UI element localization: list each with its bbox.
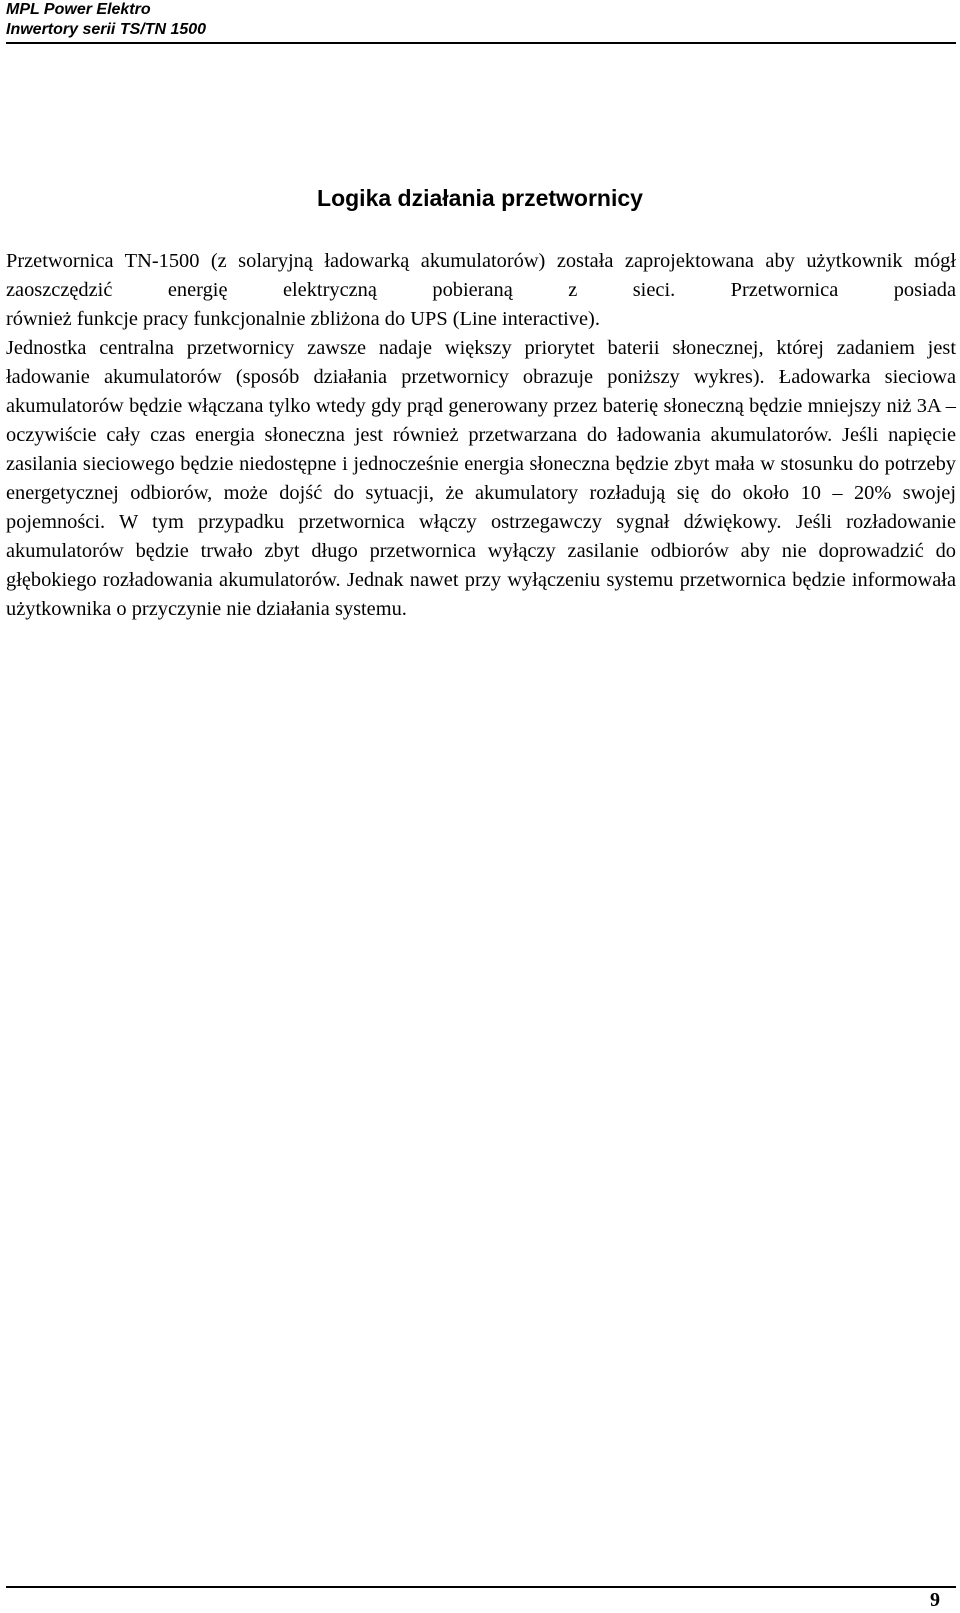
header-company: MPL Power Elektro [6, 1, 151, 18]
body-text [6, 247, 956, 624]
header-divider [6, 42, 956, 44]
footer-divider [6, 1586, 956, 1588]
page-header [6, 0, 956, 40]
paragraph-intro: Przetwornica TN-1500 (z solaryjną ładowarką akumulatorów) została zaprojektowana aby użytkownik mógł zaoszczędzić energię elektryczną pobieraną z sieci. Przetwornica posiada [6, 250, 956, 301]
paragraph-ups: również funkcje pracy funkcjonalnie zbliżona do UPS (Line interactive). [6, 308, 600, 330]
page-number: 9 [930, 1589, 940, 1611]
paragraph-logic: Jednostka centralna przetwornicy zawsze nadaje większy priorytet baterii słonecznej, której zadaniem jest ładowanie akumulatorów (sposób działania przetwornicy obrazuje poniższy wykres). Ładowarka sieciowa akumulatorów będzie włączana tylko wtedy gdy prąd generowany przez baterię słoneczną będzie mniejszy niż 3A – oczywiście cały czas energia słoneczna jest również przetwarzana do ładowania akumulatorów. Jeśli napięcie zasilania sieciowego będzie niedostępne i jednocześnie energia słoneczna będzie zbyt mała w stosunku do potrzeby energetycznej odbiorów, może dojść do sytuacji, że akumulatory rozładują się do około 10 – 20% swojej pojemności. W tym przypadku przetwornica włączy ostrzegawczy sygnał dźwiękowy. Jeśli rozładowanie akumulatorów będzie trwało zbyt długo przetwornica wyłączy zasilanie odbiorów aby nie doprowadzić do głębokiego rozładowania akumulatorów. Jednak nawet przy wyłączeniu systemu przetwornica będzie informowała użytkownika o przyczynie nie działania systemu. [6, 337, 956, 620]
section-title: Logika działania przetwornicy [317, 185, 643, 211]
header-product: Inwertory serii TS/TN 1500 [6, 21, 207, 38]
